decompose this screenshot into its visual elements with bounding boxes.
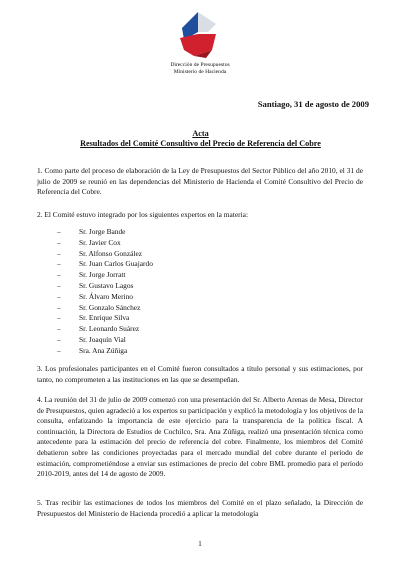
org-line-2: Ministerio de Hacienda: [173, 69, 227, 75]
list-marker: –: [57, 259, 61, 269]
document-title: Acta: [192, 129, 209, 138]
ministry-logo: [172, 10, 224, 60]
paragraph-2: 2. El Comité estuvo integrado por los siguientes expertos en la materia:: [37, 210, 248, 219]
expert-name: Sra. Ana Zúñiga: [79, 345, 128, 355]
document-date: Santiago, 31 de agosto de 2009: [257, 99, 369, 109]
expert-name: Sr. Gonzalo Sánchez: [79, 302, 141, 312]
list-marker: –: [57, 270, 61, 280]
list-item: [57, 227, 153, 238]
list-item: [57, 270, 153, 281]
logo-light-shape: [198, 12, 216, 32]
paragraph-4: 4. La reunión del 31 de julio de 2009 comenzó con una presentación del Sr. Alberto Arenas de Mesa, Director de Presupuestos, quien agradeció a los expertos su participación y explicó la metodología y los objetivos de la consulta, enfatizando la importancia de este ejercicio para la transparencia de la política fiscal. A continuación, la Directora de Estudios de Cochilco, Sra. Ana Zúñiga, realizó una presentación técnica como antecedente para la estimación del precio de referencia del cobre. Finalmente, los miembros del Comité debatieron sobre las condiciones proyectadas para el mercado mundial del cobre durante el período de estimación, comprometiéndose a enviar sus estimaciones de precio del cobre BML promedio para el período 2010-2019, antes del 14 de agosto de 2009.: [37, 395, 363, 479]
list-marker: –: [57, 227, 61, 236]
paragraph-3: 3. Los profesionales participantes en el Comité fueron consultados a título personal y sus estimaciones, por tanto, no comprometen a las instituciones en las que se desempeñan.: [37, 364, 363, 384]
page-number: 1: [198, 539, 202, 548]
organization-name: [120, 62, 280, 76]
list-item: [57, 324, 153, 335]
expert-name: Sr. Enrique Silva: [79, 313, 130, 323]
list-marker: –: [57, 280, 61, 290]
list-marker: –: [57, 248, 61, 258]
experts-list: [57, 227, 153, 357]
list-marker: –: [57, 313, 61, 323]
expert-name: Sr. Álvaro Merino: [79, 291, 133, 301]
list-item: [57, 259, 153, 270]
list-marker: –: [57, 302, 61, 312]
list-item: [57, 303, 153, 314]
expert-name: Sr. Alfonso González: [79, 248, 143, 258]
list-marker: –: [57, 334, 61, 344]
expert-name: Sr. Gustavo Lagos: [79, 280, 134, 290]
list-item: [57, 281, 153, 292]
list-item: [57, 249, 153, 260]
expert-name: Sr. Javier Cox: [79, 237, 121, 247]
logo-red-shape: [180, 34, 216, 56]
expert-name: Sr. Leonardo Suárez: [79, 324, 140, 334]
list-item: [57, 238, 153, 249]
expert-name: Sr. Jorge Bande: [79, 227, 126, 236]
list-marker: –: [57, 324, 61, 334]
list-marker: –: [57, 291, 61, 301]
list-marker: –: [57, 237, 61, 247]
list-item: [57, 313, 153, 324]
document-subtitle: Resultados del Comité Consultivo del Precio de Referencia del Cobre: [80, 139, 321, 148]
list-item: [57, 346, 153, 357]
paragraph-5: 5. Tras recibir las estimaciones de todos los miembros del Comité en el plazo señalado, la Dirección de Presupuestos del Ministerio de Hacienda procedió a aplicar la metodología: [37, 498, 363, 518]
expert-name: Sr. Joaquín Vial: [79, 334, 126, 344]
list-item: [57, 335, 153, 346]
expert-name: Sr. Juan Carlos Guajardo: [79, 259, 153, 269]
paragraph-1: 1. Como parte del proceso de elaboración de la Ley de Presupuestos del Sector Público del año 2010, el 31 de julio de 2009 se reunió en las dependencias del Ministerio de Hacienda el Comité Consultivo del Precio de Referencia del Cobre.: [37, 166, 363, 197]
expert-name: Sr. Jorge Jorratt: [79, 270, 126, 280]
list-item: [57, 292, 153, 303]
org-line-1: Dirección de Presupuestos: [170, 62, 230, 68]
list-marker: –: [57, 345, 61, 355]
